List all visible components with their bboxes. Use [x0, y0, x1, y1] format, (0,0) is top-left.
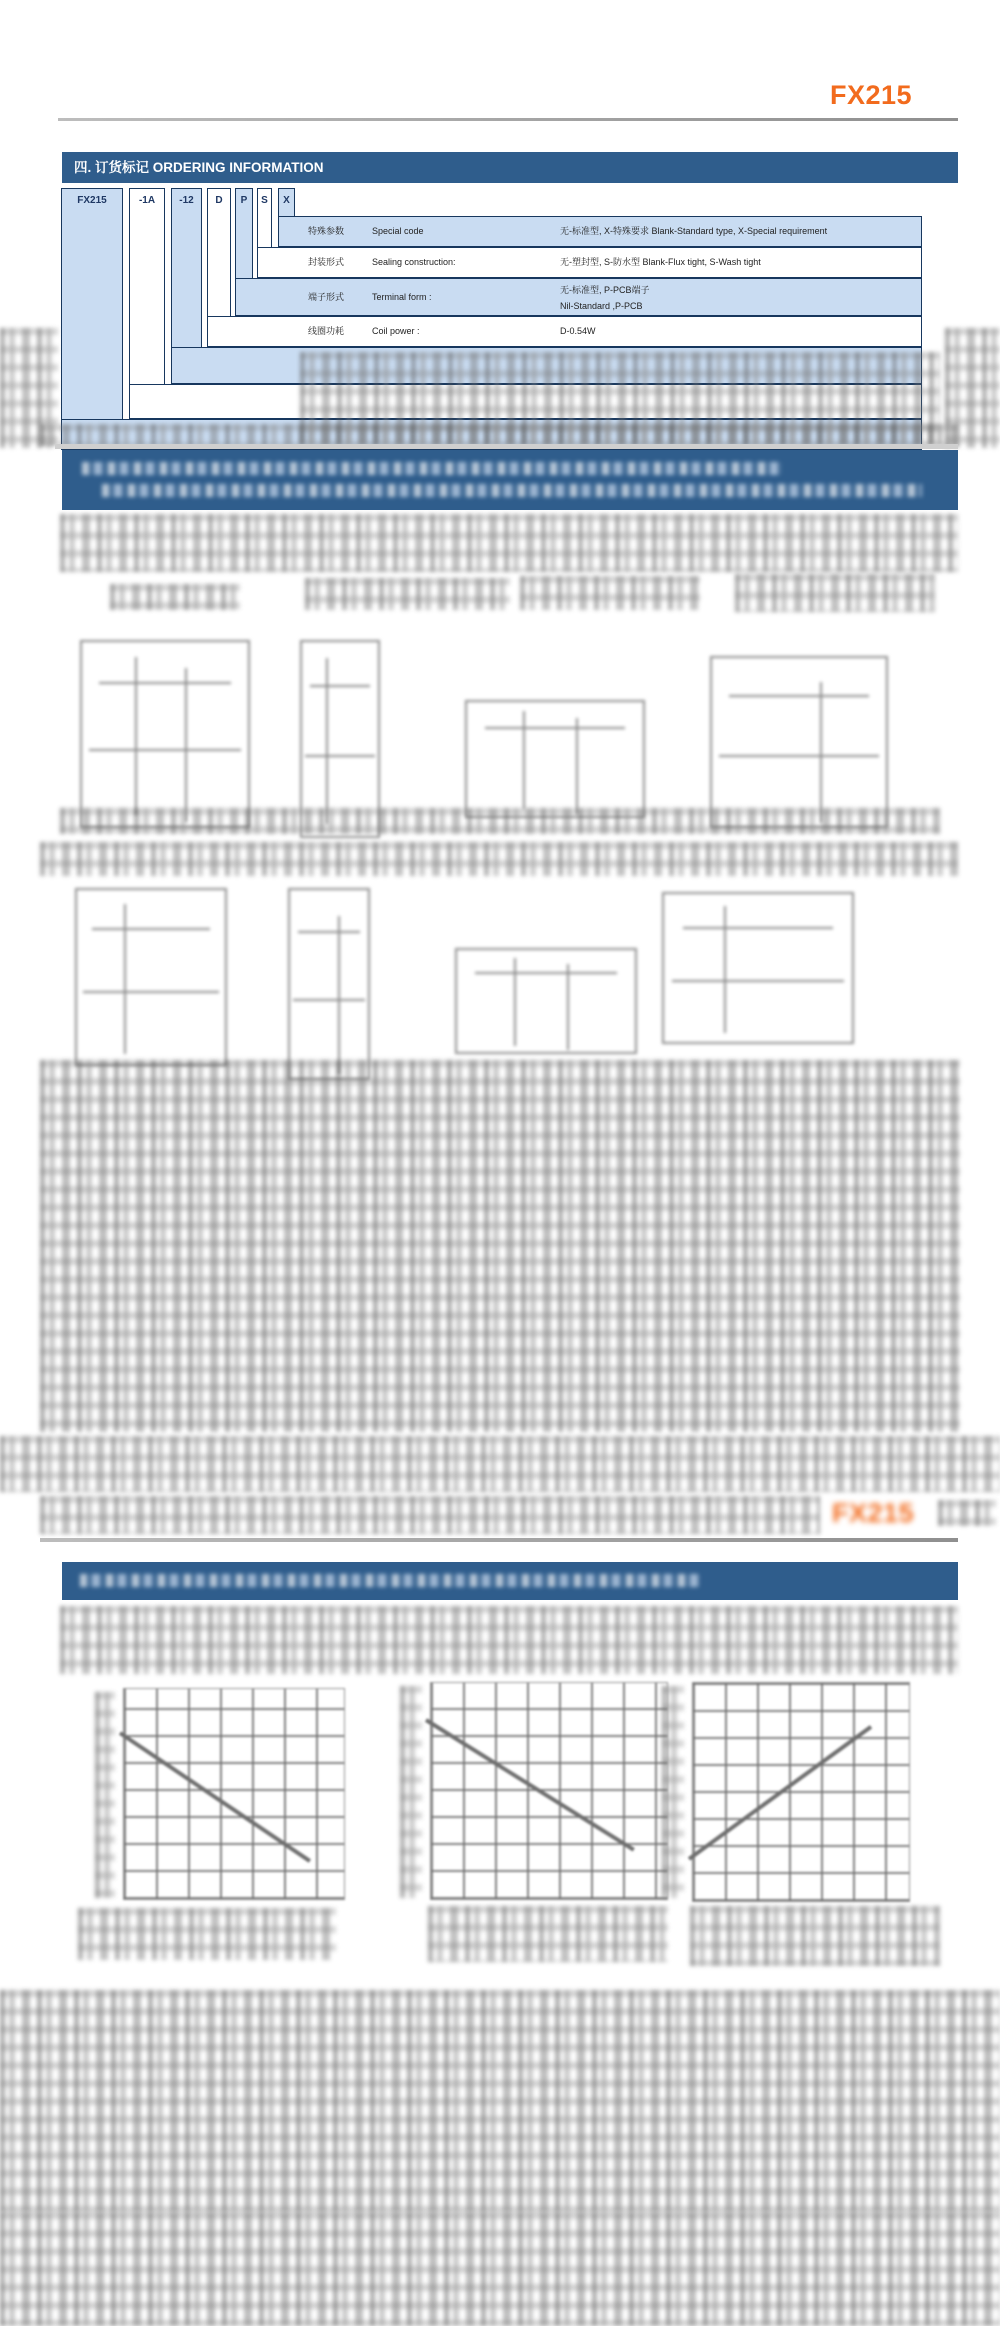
redacted-dimension-drawing	[80, 640, 250, 828]
redacted-banner-text	[102, 484, 922, 497]
redacted-text-block	[60, 808, 940, 834]
code-box-p: P	[235, 188, 253, 316]
redacted-chart-2	[430, 1682, 668, 1900]
redacted-text-block	[60, 514, 958, 572]
redacted-heading	[305, 578, 510, 610]
redacted-axis-labels	[95, 1692, 115, 1898]
redacted-text-block	[938, 1500, 996, 1526]
code-box-fx215: FX215	[61, 188, 123, 450]
chart-curve	[118, 1731, 310, 1862]
redacted-dimension-drawing	[288, 888, 370, 1080]
brand-logo: FX215	[830, 80, 913, 110]
ordering-section-title: 四. 订货标记 ORDERING INFORMATION	[74, 160, 324, 175]
redacted-axis-labels	[400, 1686, 422, 1898]
redacted-dimension-drawing	[710, 656, 888, 828]
redacted-text-block	[40, 1496, 820, 1534]
row1-label-en: Special code	[372, 226, 424, 236]
redacted-text-block	[0, 1436, 1000, 1492]
row2-label-zh: 封装形式	[308, 257, 345, 267]
redacted-dimension-drawing	[662, 892, 854, 1044]
redacted-heading	[520, 576, 700, 610]
chart-curve	[425, 1718, 635, 1851]
row1-label-zh: 特殊参数	[308, 226, 345, 236]
row3-label-zh: 端子形式	[308, 292, 345, 302]
redacted-dimension-drawing	[455, 948, 637, 1054]
chart-curve	[688, 1726, 872, 1861]
redacted-text-block	[0, 1990, 1000, 2212]
redacted-text-block	[40, 424, 958, 446]
redacted-section-header	[62, 450, 958, 510]
row3-label-en: Terminal form :	[372, 292, 432, 302]
row2-value: 无-塑封型, S-防水型 Blank-Flux tight, S-Wash tight	[560, 257, 761, 267]
row4-label-en: Coil power :	[372, 326, 420, 336]
row4-value: D-0.54W	[560, 326, 596, 336]
code-box-1a: -1A	[129, 188, 165, 419]
code-box-d: D	[207, 188, 231, 347]
redacted-table-block	[0, 2212, 1000, 2326]
redacted-chart-caption	[690, 1906, 940, 1966]
redacted-text-block	[40, 1060, 960, 1432]
redacted-text-block	[40, 842, 958, 876]
row1-value: 无-标准型, X-特殊要求 Blank-Standard type, X-Special requirement	[560, 226, 828, 236]
section-rule	[40, 1538, 958, 1542]
ordering-section-header	[62, 152, 958, 183]
header-rule	[58, 118, 958, 121]
row3-value-line2: Nil-Standard ,P-PCB	[560, 301, 643, 311]
redacted-banner-text	[82, 462, 782, 475]
redacted-chart-3	[692, 1682, 910, 1902]
redacted-heading	[735, 574, 935, 612]
redacted-banner-text	[80, 1574, 700, 1587]
code-box-12: -12	[171, 188, 202, 384]
brand-logo-blurred: FX215	[832, 1498, 915, 1528]
row2-label-en: Sealing construction:	[372, 257, 456, 267]
redacted-text-block	[60, 1606, 958, 1674]
redacted-heading	[110, 584, 240, 610]
redacted-chart-caption	[428, 1906, 668, 1962]
redacted-dimension-drawing	[465, 700, 645, 818]
code-box-x: X	[278, 188, 295, 247]
row3-value-line1: 无-标准型, P-PCB端子	[560, 285, 650, 295]
row4-label-zh: 线圈功耗	[308, 326, 345, 336]
code-box-s: S	[257, 188, 272, 278]
redacted-section-header-2	[62, 1562, 958, 1600]
redacted-dimension-drawing	[75, 888, 227, 1066]
redacted-chart-1	[123, 1688, 345, 1900]
redacted-chart-caption	[78, 1908, 336, 1960]
section-divider	[55, 444, 958, 449]
